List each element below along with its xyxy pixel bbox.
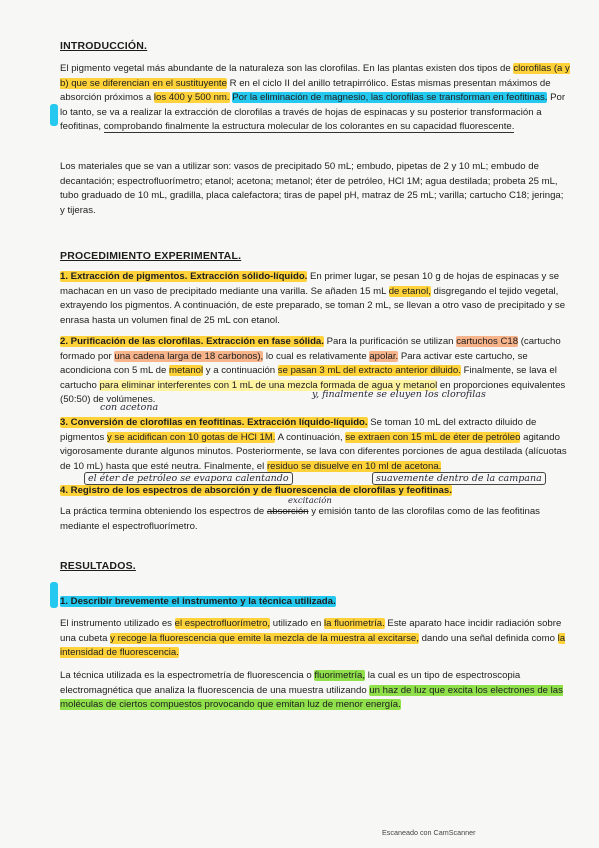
step-3 (60, 416, 570, 474)
boxed-note: suavemente dentro de la campana (372, 472, 546, 485)
handwritten-note-3 (84, 473, 293, 484)
text: Por lo tanto, se va a realizar la extracción de clorofilas a través de hojas de espinacas y su posterior transformación a feofitinas, (60, 92, 566, 133)
highlight: una cadena larga de 18 carbonos), (114, 350, 264, 362)
boxed-note: el éter de petróleo se evapora calentando (84, 472, 293, 485)
highlight: apolar. (369, 350, 399, 362)
intro-paragraph-1 (60, 62, 570, 135)
intro-paragraph-2 (60, 160, 570, 218)
step-4-title: 4. Registro de los espectros de absorción y de fluorescencia de clorofilas y feofitinas. (60, 485, 452, 496)
scanner-watermark: Escaneado con CamScanner (382, 828, 476, 837)
step-1-title: 1. Extracción de pigmentos. Extracción sólido-líquido. (60, 271, 308, 282)
text: Este aparato hace incidir radiación sobre una cubeta (60, 618, 562, 644)
text: disgregando el tejido vegetal, extrayendo los pigmentos. A continuación, de este preparado, se toman 2 mL, se llevan a otro vaso de precipitado y se enrasa hasta un volumen final de 25 mL con etanol. (60, 285, 566, 326)
procedure-title: PROCEDIMIENTO EXPERIMENTAL. (60, 250, 242, 262)
highlight: el espectrofluorímetro, (174, 618, 271, 629)
highlight-mark (50, 104, 58, 126)
highlight: se pasan 3 mL del extracto anterior diluido. (277, 365, 461, 377)
handwritten-note-2: con acetona (100, 402, 159, 413)
text: lo cual es relativamente (263, 350, 370, 362)
text: Para la purificación se utilizan (323, 336, 457, 347)
highlight: clorofilas (a y b) que se diferencian en el sustituyente (60, 63, 570, 89)
text: dando una señal definida como (418, 632, 558, 644)
step-3-title: 3. Conversión de clorofilas en feofitinas. Extracción líquido-líquido. (60, 417, 368, 428)
highlight: la fluorimetría. (323, 618, 385, 629)
handwritten-note-1: y, finalmente se eluyen los clorofilas (312, 389, 486, 400)
highlight: de etanol, (388, 285, 431, 297)
results-title: RESULTADOS. (60, 560, 136, 572)
results-paragraph-2 (60, 669, 570, 713)
procedure-closing (60, 505, 570, 534)
handwritten-note-5: excitación (288, 496, 332, 506)
text: La técnica utilizada es la espectrometría de fluorescencia o (60, 670, 315, 681)
highlight: metanol (168, 365, 204, 377)
step-1 (60, 270, 570, 328)
highlight: Por la eliminación de magnesio, las clorofilas se transforman en feofitinas. (232, 92, 548, 104)
highlight: un haz de luz que excita los electrones de las moléculas de ciertos compuestos provocando que emitan luz de menor energía. (60, 684, 563, 711)
text: Finalmente, se lava el cartucho (60, 365, 557, 391)
intro-title: INTRODUCCIÓN. (60, 40, 148, 52)
text: El instrumento utilizado es (60, 618, 175, 629)
text: agitando vigorosamente durante algunos minutos. Posteriormente, se lava con diferentes porciones de agua destilada (alícuotas de 10 mL) hasta que esté neutra. (60, 431, 567, 472)
underlined-text: comprobando finalmente la estructura molecular de los colorantes en su capacidad fluorescente. (103, 121, 515, 133)
text: Se toman 10 mL del extracto diluido de pigmentos (60, 417, 537, 443)
struck-text: absorción (266, 506, 309, 517)
text: A continuación, (275, 431, 346, 443)
highlight: la intensidad de fluorescencia. (60, 632, 566, 659)
text: Para activar este cartucho, se acondiciona con 5 mL de (60, 350, 528, 377)
text: La práctica termina obteniendo los espectros de (60, 506, 267, 517)
text: en proporciones equivalentes (50:50) de volúmenes. (60, 379, 566, 406)
question-1: 1. Describir brevemente el instrumento y la técnica utilizada. (60, 596, 336, 607)
highlight: para eliminar interferentes con 1 mL de una mezcla formada de agua y metanol (99, 379, 438, 391)
highlight: residuo se disuelve en 10 ml de acetona. (266, 460, 442, 472)
text: El pigmento vegetal más abundante de la naturaleza son las clorofilas. En las plantas existen dos tipos de (60, 63, 514, 74)
highlight: se extraen con 15 mL de éter de petróleo (345, 431, 521, 443)
results-question-1 (60, 595, 570, 610)
highlight: cartuchos C18 (456, 336, 519, 347)
highlight-mark (50, 582, 58, 608)
text: y a continuación (203, 365, 278, 377)
text: Finalmente, el (201, 460, 267, 472)
step-2-title: 2. Purificación de las clorofilas. Extracción en fase sólida. (60, 336, 324, 347)
text: En primer lugar, se pesan 10 g de hojas de espinacas y se machacan en un vaso de precipitado mediante una varilla. Se añaden 15 mL (60, 271, 560, 297)
results-paragraph-1 (60, 617, 570, 661)
text: la cual es un tipo de espectroscopia electromagnética que analiza la fluorescencia de una muestra utilizando (60, 670, 521, 696)
text: R en el ciclo II del anillo tetrapirrólico. Estas mismas presentan máximos de absorción próximos a (60, 77, 551, 104)
highlight: y recoge la fluorescencia que emite la mezcla de la muestra al excitarse, (110, 632, 419, 644)
materials-text: Los materiales que se van a utilizar son: vasos de precipitado 50 mL; embudo, pipetas de 2 y 10 mL; embudo de decantación; espectrofluorímetro; etanol; acetona; metanol; éter de petróleo, HCl 1M; agua destilada; probeta 25 mL, tubo graduado de 10 mL, gradilla, placa calefactora; tiras de papel pH, matraz de 25 mL; varilla; cartucho C18; jeringa; y tijeras. (60, 161, 564, 216)
text: utilizado en (270, 618, 324, 629)
handwritten-note-4 (372, 473, 546, 484)
highlight: y se acidifican con 10 gotas de HCl 1M. (106, 431, 276, 443)
text: y emisión tanto de las clorofilas como de las feofitinas mediante el espectrofluorímetro. (60, 506, 540, 532)
text: (cartucho formado por (60, 336, 561, 362)
highlight: los 400 y 500 nm. (153, 92, 230, 104)
highlight: fluorimetría, (314, 670, 366, 681)
